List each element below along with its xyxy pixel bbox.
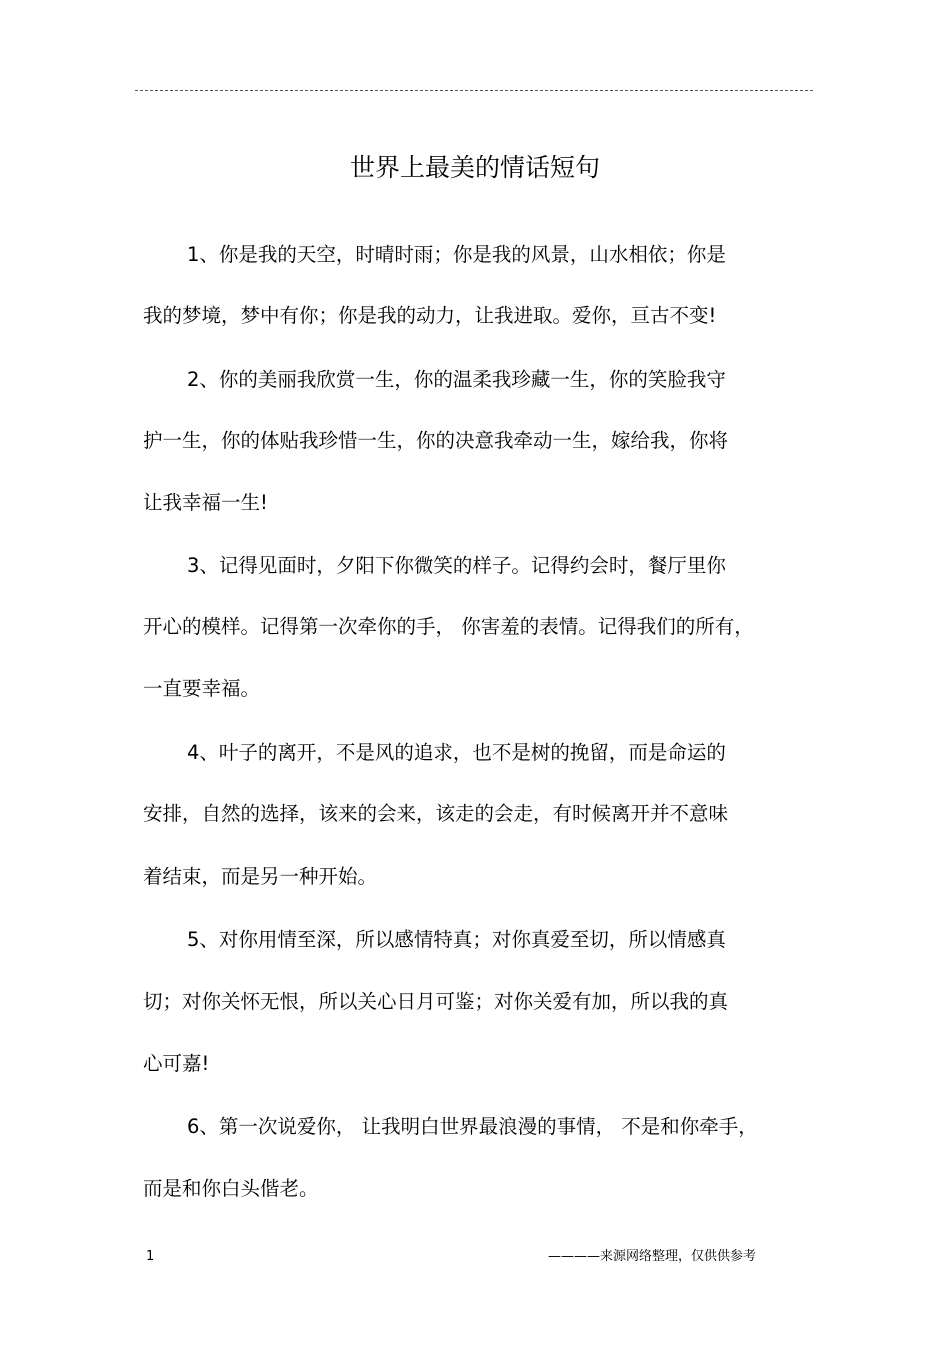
paragraph-6-line-1: 6、第一次说爱你， 让我明白世界最浪漫的事情， 不是和你牵手， [187, 1115, 758, 1138]
paragraph-2-line-1: 2、你的美丽我欣赏一生，你的温柔我珍藏一生，你的笑脸我守 [187, 368, 726, 391]
paragraph-1-line-1: 1、你是我的天空，时晴时雨；你是我的风景，山水相依；你是 [187, 243, 726, 266]
paragraph-3-line-2: 开心的模样。记得第一次牵你的手， 你害羞的表情。记得我们的所有， [143, 615, 754, 638]
paragraph-1-line-2: 我的梦境，梦中有你；你是我的动力，让我进取。爱你，亘古不变! [143, 304, 717, 327]
paragraph-2-line-3: 让我幸福一生! [143, 491, 268, 514]
paragraph-4-line-2: 安排，自然的选择，该来的会来，该走的会走，有时候离开并不意味 [143, 802, 729, 825]
paragraph-6-line-2: 而是和你白头偕老。 [143, 1177, 319, 1200]
header-dashed-rule [135, 90, 813, 91]
paragraph-3-line-1: 3、记得见面时，夕阳下你微笑的样子。记得约会时，餐厅里你 [187, 554, 726, 577]
page-number: 1 [146, 1249, 155, 1264]
paragraph-4-line-3: 着结束，而是另一种开始。 [143, 865, 378, 888]
paragraph-4-line-1: 4、叶子的离开，不是风的追求，也不是树的挽留，而是命运的 [187, 741, 726, 764]
paragraph-5-line-2: 切；对你关怀无恨，所以关心日月可鉴；对你关爱有加，所以我的真 [143, 990, 729, 1013]
paragraph-3-line-3: 一直要幸福。 [143, 677, 261, 700]
paragraph-5-line-3: 心可嘉! [143, 1052, 210, 1075]
footer-source-note: ————来源网络整理，仅供供参考 [548, 1249, 757, 1264]
paragraph-2-line-2: 护一生，你的体贴我珍惜一生，你的决意我牵动一生，嫁给我，你将 [143, 429, 729, 452]
document-title: 世界上最美的情话短句 [349, 153, 600, 182]
paragraph-5-line-1: 5、对你用情至深，所以感情特真；对你真爱至切，所以情感真 [187, 928, 726, 951]
